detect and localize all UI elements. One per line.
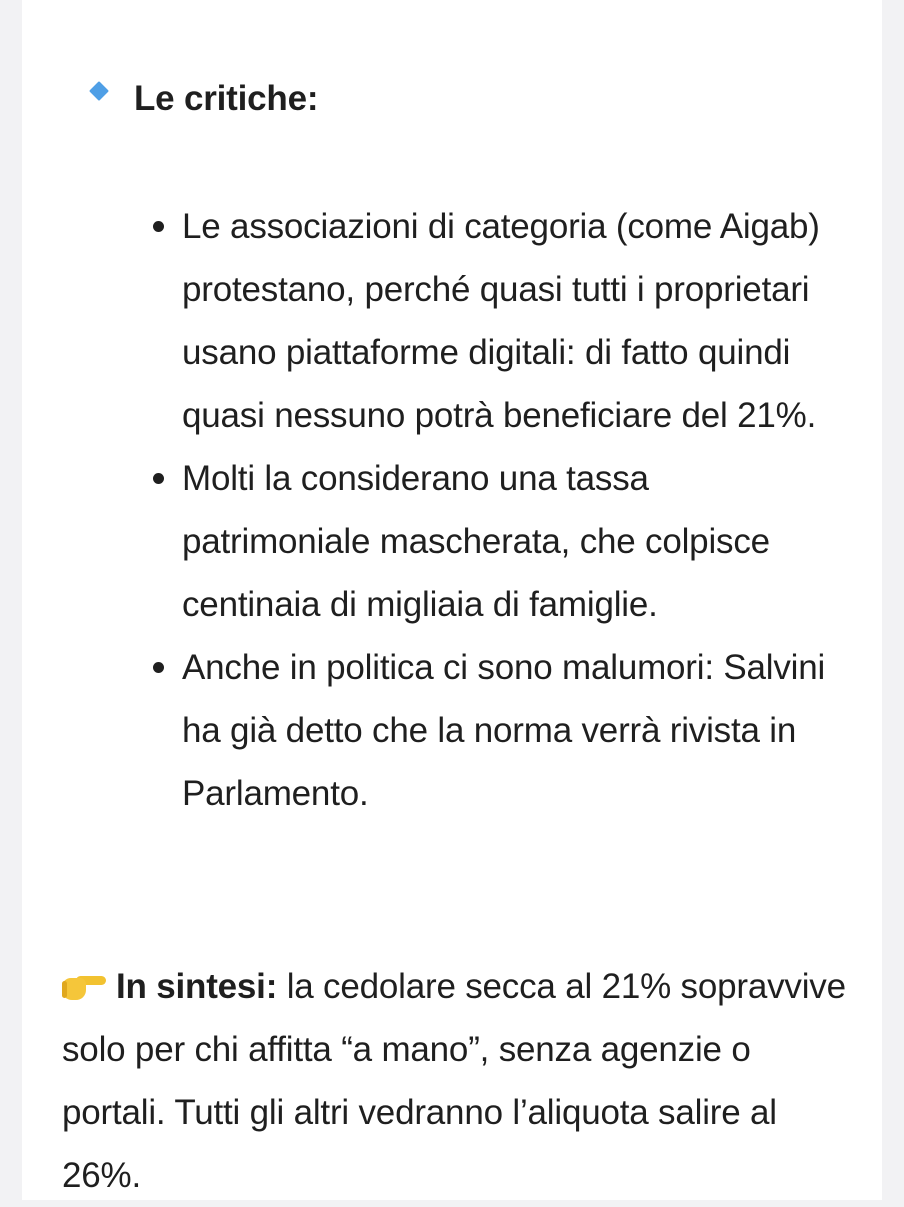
- summary-paragraph: [62, 955, 852, 1207]
- list-item: Anche in politica ci sono malumori: Salvini ha già detto che la norma verrà rivista in Parlamento.: [150, 636, 840, 825]
- critiques-list: [150, 195, 840, 825]
- section-heading: [92, 74, 318, 124]
- pointing-hand-icon: [62, 972, 106, 1002]
- list-item: Le associazioni di categoria (come Aigab) protestano, perché quasi tutti i proprietari usano piattaforme digitali: di fatto quindi quasi nessuno potrà beneficiare del 21%.: [150, 195, 840, 447]
- summary-label: In sintesi:: [116, 967, 278, 1006]
- summary-text: la cedolare secca al 21% sopravvive solo per chi affitta “a mano”, senza agenzie o portali. Tutti gli altri vedranno l’aliquota salire al 26%.: [62, 967, 846, 1195]
- list-item: Molti la considerano una tassa patrimoniale mascherata, che colpisce centinaia di migliaia di famiglie.: [150, 447, 840, 636]
- heading-label: Le critiche:: [134, 79, 319, 118]
- document-page: [22, 0, 882, 1200]
- blue-diamond-icon: [89, 81, 109, 101]
